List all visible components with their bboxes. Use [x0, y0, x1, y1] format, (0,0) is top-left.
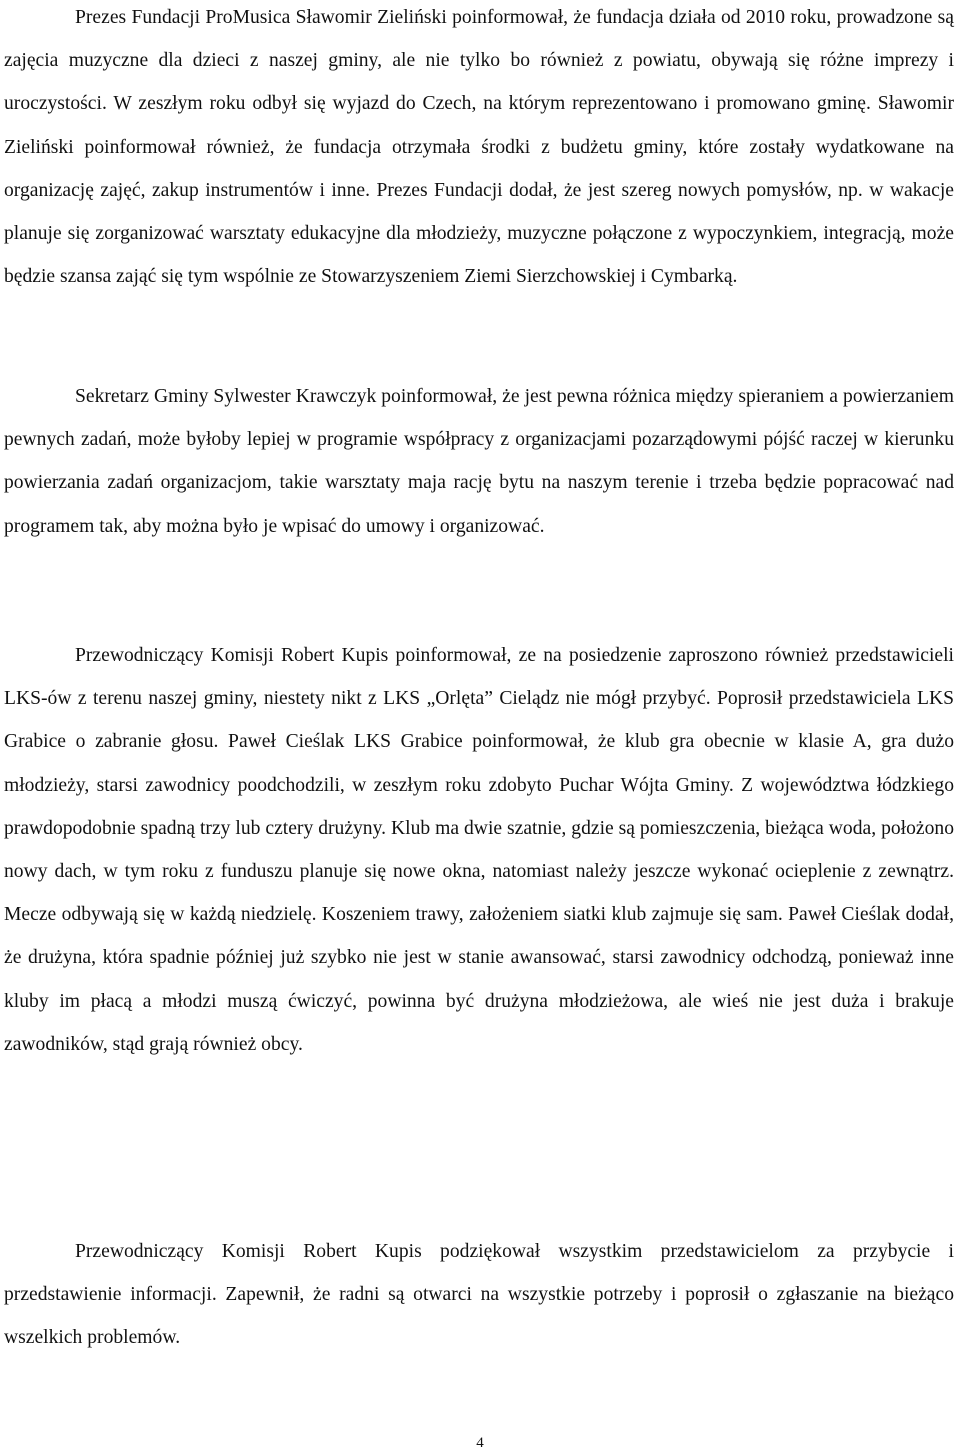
paragraph-lks-grabice: Przewodniczący Komisji Robert Kupis poinformował, ze na posiedzenie zaproszono również przedstawicieli LKS-ów z terenu naszej gminy, niestety nikt z LKS „Orlęta” Cielądz nie mógł przybyć. Poprosił przedstawiciela LKS Grabice o zabranie głosu. Paweł Cieślak LKS Grabice poinformował, że klub gra obecnie w klasie A, gra dużo młodzieży, starsi zawodnicy poodchodzili, w zeszłym roku zdobyto Puchar Wójta Gminy. Z województwa łódzkiego prawdopodobnie spadną trzy lub cztery drużyny. Klub ma dwie szatnie, gdzie są pomieszczenia, bieżąca woda, położono nowy dach, w tym roku z funduszu planuje się nowe okna, natomiast należy jeszcze wykonać ocieplenie z zewnątrz. Mecze odbywają się w każdą niedzielę. Koszeniem trawy, założeniem siatki klub zajmuje się sam. Paweł Cieślak dodał, że drużyna, która spadnie później już szybko nie jest w stanie awansować, starsi zawodnicy odchodzą, ponieważ inne kluby im płacą a młodzi muszą ćwiczyć, powinna być drużyna młodzieżowa, ale wieś nie jest duża i brakuje zawodników, stąd grają również obcy.	[4, 645, 954, 1055]
page-number: 4	[476, 1435, 484, 1451]
paragraph-sekretarz-gminy: Sekretarz Gminy Sylwester Krawczyk poinformował, że jest pewna różnica między spieraniem a powierzaniem pewnych zadań, może byłoby lepiej w programie współpracy z organizacjami pozarządowymi pójść raczej w kierunku powierzania zadań organizacjom, takie warsztaty maja rację bytu na naszym terenie i trzeba będzie popracować nad programem tak, aby można było je wpisać do umowy i organizować.	[4, 386, 954, 537]
paragraph-fundacja-promusica: Prezes Fundacji ProMusica Sławomir Zieliński poinformował, że fundacja działa od 2010 roku, prowadzone są zajęcia muzyczne dla dzieci z naszej gminy, ale nie tylko bo również z powiatu, obywają się różne imprezy i uroczystości. W zeszłym roku odbył się wyjazd do Czech, na którym reprezentowano i promowano gminę. Sławomir Zieliński poinformował również, że fundacja otrzymała środki z budżetu gminy, które zostały wydatkowane na organizację zajęć, zakup instrumentów i inne. Prezes Fundacji dodał, że jest szereg nowych pomysłów, np. w wakacje planuje się zorganizować warsztaty edukacyjne dla młodzieży, muzyczne połączone z wypoczynkiem, integracją, może będzie szansa zająć się tym wspólnie ze Stowarzyszeniem Ziemi Sierzchowskiej i Cymbarką.	[4, 7, 954, 288]
paragraph-podziekowanie: Przewodniczący Komisji Robert Kupis podziękował wszystkim przedstawicielom za przybycie i przedstawienie informacji. Zapewnił, że radni są otwarci na wszystkie potrzeby i poprosił o zgłaszanie na bieżąco wszelkich problemów.	[4, 1241, 954, 1349]
